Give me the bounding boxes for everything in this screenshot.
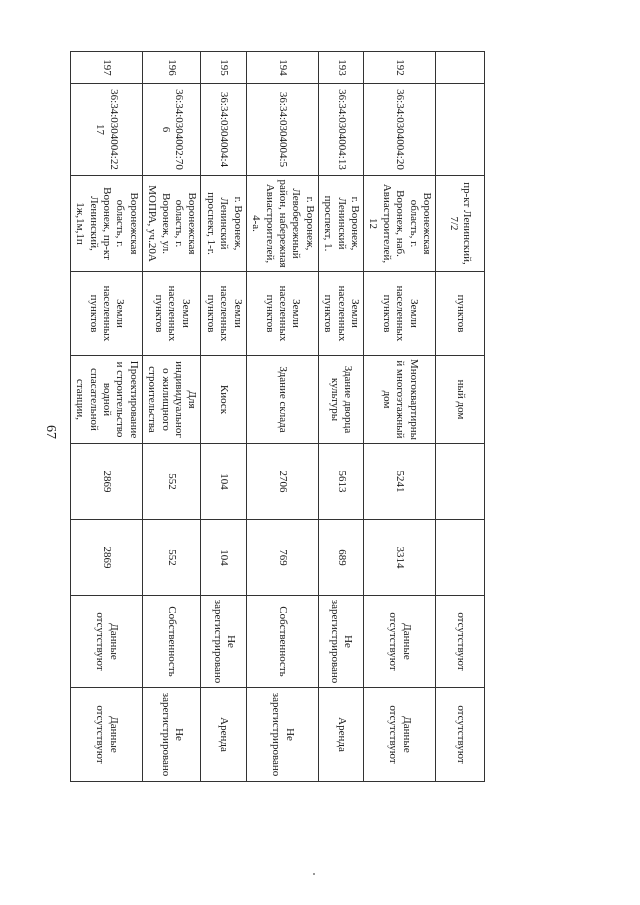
cell-right-type: Данные отсутствуют — [70, 596, 142, 688]
cell-encumbrance: Не зарегистрировано — [142, 688, 201, 782]
cell-address: г. Воронеж, Ленинский проспект, 1. — [318, 176, 363, 272]
cell-building-area: 689 — [318, 520, 363, 596]
cell-right-type: отсутствуют — [436, 596, 485, 688]
cell-encumbrance: отсутствуют — [436, 688, 485, 782]
cell-land-category: Земли населенных пунктов — [318, 272, 363, 356]
cell-address: г. Воронеж, Левобережный район, набережная Авиастроителей, 4-а. — [246, 176, 318, 272]
cell-area: 5613 — [318, 444, 363, 520]
page-number: 67 — [43, 425, 58, 439]
cell-encumbrance: Не зарегистрировано — [246, 688, 318, 782]
cell-num — [436, 52, 485, 84]
cell-area: 2869 — [70, 444, 142, 520]
cell-right-type: Не зарегистрировано — [201, 596, 246, 688]
cell-encumbrance: Данные отсутствуют — [363, 688, 435, 782]
cell-address: Воронежская область, г. Воронеж, наб. Авиастроителей, 12 — [363, 176, 435, 272]
cell-cadastral: 36:34:0304004:4 — [201, 84, 246, 176]
cell-encumbrance: Аренда — [318, 688, 363, 782]
rotated-table-wrapper — [74, 51, 485, 781]
cell-num: 195 — [201, 52, 246, 84]
cell-num: 193 — [318, 52, 363, 84]
table-row — [318, 52, 363, 782]
cell-area — [436, 444, 485, 520]
cell-cadastral — [436, 84, 485, 176]
table-row — [201, 52, 246, 782]
cell-num: 197 — [70, 52, 142, 84]
scan-speck — [313, 873, 315, 875]
land-register-table — [70, 51, 485, 782]
cell-area: 552 — [142, 444, 201, 520]
cell-cadastral: 36:34:0304004:20 — [363, 84, 435, 176]
table-row — [363, 52, 435, 782]
cell-land-category: Земли населенных пунктов — [201, 272, 246, 356]
cell-area: 104 — [201, 444, 246, 520]
cell-right-type: Собственность — [246, 596, 318, 688]
cell-encumbrance: Данные отсутствуют — [70, 688, 142, 782]
cell-num: 192 — [363, 52, 435, 84]
cell-address: пр-кт Ленинский, 7/2 — [436, 176, 485, 272]
cell-encumbrance: Аренда — [201, 688, 246, 782]
cell-permitted-use: Для индивидуального жилищного строительства — [142, 356, 201, 444]
cell-building-area: 3314 — [363, 520, 435, 596]
cell-right-type: Данные отсутствуют — [363, 596, 435, 688]
cell-address: г. Воронеж, Ленинский проспект, 1-г. — [201, 176, 246, 272]
cell-building-area — [436, 520, 485, 596]
cell-land-category: Земли населенных пунктов — [246, 272, 318, 356]
table-row — [246, 52, 318, 782]
cell-right-type: Собственность — [142, 596, 201, 688]
table-row-continuation — [436, 52, 485, 782]
cell-num: 194 — [246, 52, 318, 84]
cell-permitted-use: Многоквартирный многоэтажный дом — [363, 356, 435, 444]
cell-land-category: пунктов — [436, 272, 485, 356]
cell-cadastral: 36:34:0304004:2217 — [70, 84, 142, 176]
cell-area: 2706 — [246, 444, 318, 520]
cell-address: Воронежская область, г. Воронеж, ул. МОПРА, уч.20А — [142, 176, 201, 272]
cell-permitted-use: Здание склада — [246, 356, 318, 444]
table-row — [70, 52, 142, 782]
cell-right-type: Не зарегистрировано — [318, 596, 363, 688]
cell-building-area: 769 — [246, 520, 318, 596]
cell-permitted-use: Здание дворца культуры — [318, 356, 363, 444]
cell-cadastral: 36:34:0304004:5 — [246, 84, 318, 176]
cell-permitted-use: Проектирование и строительство водной спасательной станции, — [70, 356, 142, 444]
cell-num: 196 — [142, 52, 201, 84]
cell-cadastral: 36:34:0304004:13 — [318, 84, 363, 176]
cell-permitted-use: Киоск — [201, 356, 246, 444]
cell-permitted-use: ный дом — [436, 356, 485, 444]
cell-building-area: 104 — [201, 520, 246, 596]
cell-building-area: 2869 — [70, 520, 142, 596]
cell-cadastral: 36:34:0304002:706 — [142, 84, 201, 176]
cell-land-category: Земли населенных пунктов — [142, 272, 201, 356]
cell-land-category: Земли населенных пунктов — [70, 272, 142, 356]
table-row — [142, 52, 201, 782]
cell-address: Воронежская область, г. Воронеж, пр-кт Ленинский, 1ж,1м,1п — [70, 176, 142, 272]
cell-area: 5241 — [363, 444, 435, 520]
cell-land-category: Земли населенных пунктов — [363, 272, 435, 356]
cell-building-area: 552 — [142, 520, 201, 596]
